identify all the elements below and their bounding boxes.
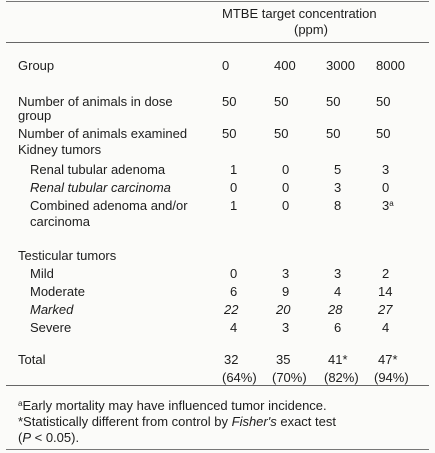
row-label-mild: Mild — [30, 266, 54, 281]
cell: 50 — [274, 94, 289, 109]
row-label-total: Total — [18, 352, 46, 367]
cell: 0 — [282, 180, 290, 195]
cell: 32 — [224, 352, 239, 367]
cell: 9 — [282, 284, 290, 299]
footnote-star-line1: *Statistically different from control by Fisher's exact test — [18, 414, 336, 429]
cell: 5 — [334, 162, 342, 177]
header-unit: (ppm) — [294, 22, 328, 37]
dose-0: 0 — [222, 58, 230, 73]
fisher-name: Fisher's — [231, 414, 277, 429]
cell: 3 — [282, 320, 290, 335]
row-label-combined-1: Combined adenoma and/or — [30, 198, 188, 213]
top-rule — [6, 1, 429, 2]
header-target-concentration: MTBE target concentration — [222, 6, 377, 21]
cell: 4 — [334, 284, 342, 299]
footnote-rule — [6, 385, 429, 386]
cell: 3 — [334, 180, 342, 195]
p-symbol: P — [22, 430, 32, 445]
cell: 4 — [382, 320, 390, 335]
cell: 1 — [230, 162, 238, 177]
cell: 41* — [328, 352, 348, 367]
cell: 35 — [276, 352, 291, 367]
cell: 50 — [326, 126, 341, 141]
row-label-dose-group-1: Number of animals in dose — [18, 94, 173, 109]
cell: 3 — [282, 266, 290, 281]
cell: 47* — [378, 352, 398, 367]
cell: 50 — [326, 94, 341, 109]
row-label-combined-2: carcinoma — [30, 214, 90, 229]
row-label-renal-adenoma: Renal tubular adenoma — [30, 162, 166, 177]
footnote-star-line2: (P < 0.05). — [18, 430, 80, 445]
row-label-examined: Number of animals examined — [18, 126, 188, 141]
cell: 6 — [334, 320, 342, 335]
cell-percent: (94%) — [374, 370, 409, 385]
cell-percent: (64%) — [222, 370, 257, 385]
cell: 50 — [222, 94, 237, 109]
cell: 3 — [382, 198, 390, 213]
cell: 50 — [376, 94, 391, 109]
cell: 50 — [274, 126, 289, 141]
section-testicular-tumors: Testicular tumors — [18, 248, 117, 263]
dose-400: 400 — [274, 58, 296, 73]
cell: 20 — [276, 302, 291, 317]
cell: 0 — [382, 180, 390, 195]
bottom-rule — [6, 449, 429, 450]
footnote-marker-a: a — [389, 199, 394, 208]
row-label-dose-group-2: group — [18, 108, 52, 123]
cell: 22 — [224, 302, 239, 317]
cell: 14 — [378, 284, 393, 299]
cell: 6 — [230, 284, 238, 299]
cell: 3 — [382, 162, 390, 177]
footnote-a — [18, 398, 327, 413]
cell: 28 — [328, 302, 343, 317]
cell: 0 — [230, 180, 238, 195]
footnote-a-marker: a — [18, 399, 23, 408]
header-rule — [6, 42, 429, 43]
cell-percent: (70%) — [272, 370, 307, 385]
row-label-severe: Severe — [30, 320, 72, 335]
cell: 1 — [230, 198, 238, 213]
cell: 3 — [334, 266, 342, 281]
footnote-a-text: Early mortality may have influenced tumor incidence. — [22, 398, 327, 413]
row-label-renal-carcinoma: Renal tubular carcinoma — [30, 180, 171, 195]
cell-percent: (82%) — [324, 370, 359, 385]
dose-8000: 8000 — [376, 58, 405, 73]
row-label-marked: Marked — [30, 302, 74, 317]
cell: 8 — [334, 198, 342, 213]
cell: 50 — [222, 126, 237, 141]
section-kidney-tumors: Kidney tumors — [18, 142, 102, 157]
cell: 50 — [376, 126, 391, 141]
cell-with-footnote — [382, 198, 394, 213]
cell: 0 — [230, 266, 238, 281]
cell: 4 — [230, 320, 238, 335]
cell: 0 — [282, 162, 290, 177]
cell: 0 — [282, 198, 290, 213]
cell: 2 — [382, 266, 390, 281]
cell: 27 — [378, 302, 393, 317]
row-label-moderate: Moderate — [30, 284, 85, 299]
dose-3000: 3000 — [326, 58, 355, 73]
group-label: Group — [18, 58, 55, 73]
